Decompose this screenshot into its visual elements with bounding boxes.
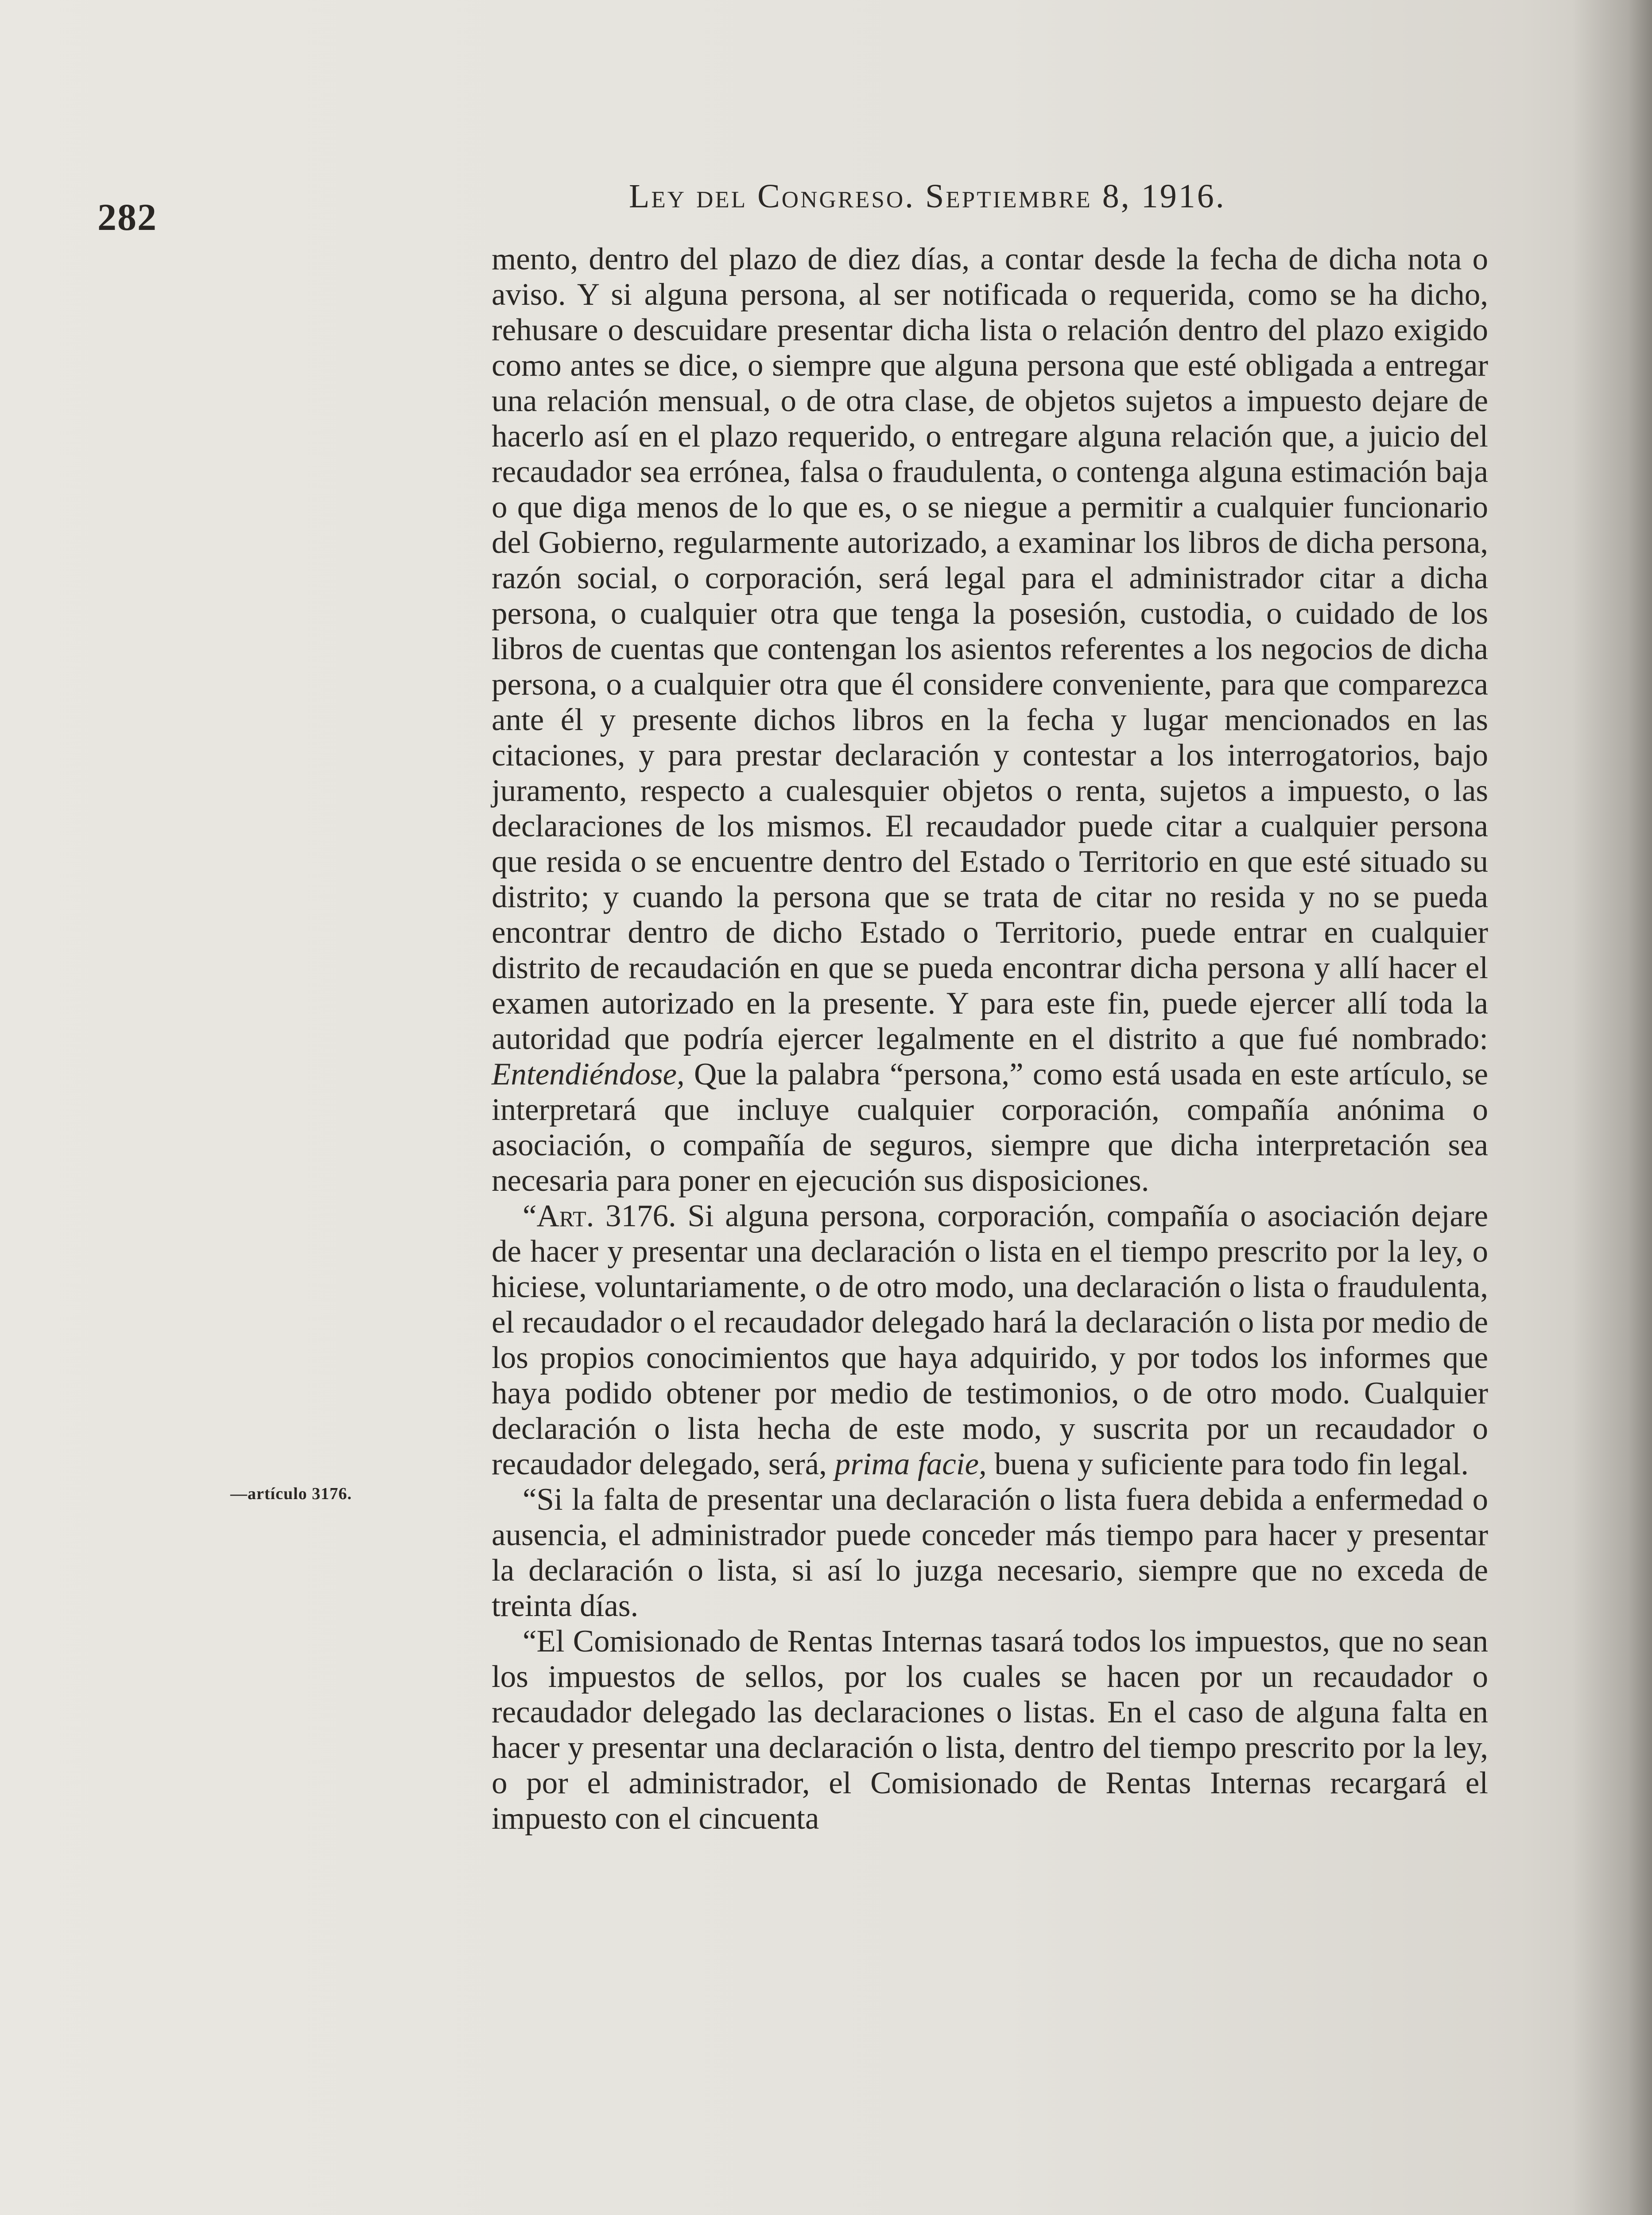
paragraph-1-tail: Que la palabra “persona,” como está usada en este artículo, se interpretará que incluye cualquier corporación, compañía anónima o asociación, o compañía de seguros, siempre que dicha interpretación sea necesaria para poner en ejecución sus disposiciones. bbox=[492, 1057, 1488, 1198]
paragraph-2 bbox=[492, 1198, 1488, 1482]
paragraph-2-text: 3176. Si alguna persona, corporación, compañía o asociación dejare de hacer y presentar una declaración o lista en el tiempo prescrito por la ley, o hiciese, voluntariamente, o de otro modo, una declaración o lista o fraudulenta, el recaudador o el recaudador delegado hará la declaración o lista por medio de los propios conocimientos que haya adquirido, y por todos los informes que haya podido obtener por medio de testimonios, o de otro modo. Cualquier declaración o lista hecha de este modo, y suscrita por un recaudador o recaudador delegado, será, bbox=[492, 1199, 1488, 1481]
body-text bbox=[492, 241, 1488, 1836]
page-edge-shadow bbox=[1572, 0, 1652, 2215]
paragraph-1-italic: Entendiéndose, bbox=[492, 1057, 685, 1092]
paragraph-4: “El Comisionado de Rentas Internas tasará todos los impuestos, que no sean los impuestos de sellos, por los cuales se hacen por un recaudador o recaudador delegado las declaraciones o listas. En el caso de alguna falta en hacer y presentar una declaración o lista, dentro del tiempo prescrito por la ley, o por el administrador, el Comisionado de Rentas Internas recargará el impuesto con el cincuenta bbox=[492, 1624, 1488, 1836]
page-number: 282 bbox=[97, 196, 157, 238]
paragraph-2-italic: prima facie, bbox=[834, 1447, 987, 1481]
paragraph-1-text: mento, dentro del plazo de diez días, a contar desde la fecha de dicha nota o aviso. Y si alguna persona, al ser notificada o requerida, como se ha dicho, rehusare o descuidare presentar dicha lista o relación dentro del plazo exigido como antes se dice, o siempre que alguna persona que esté obligada a entregar una relación mensual, o de otra clase, de objetos sujetos a impuesto dejare de hacerlo así en el plazo requerido, o entregare alguna relación que, a juicio del recaudador sea errónea, falsa o fraudulenta, o contenga alguna estimación baja o que diga menos de lo que es, o se niegue a permitir a cualquier funcionario del Gobierno, regularmente autorizado, a examinar los libros de dicha persona, razón social, o corporación, será legal para el administrador citar a dicha persona, o cualquier otra que tenga la posesión, custodia, o cuidado de los libros de cuentas que contengan los asientos referentes a los negocios de dicha persona, o a cualquier otra que él considere conveniente, para que comparezca ante él y presente dichos libros en la fecha y lugar mencionados en las citaciones, y para prestar declaración y contestar a los interrogatorios, bajo juramento, respecto a cualesquier objetos o renta, sujetos a impuesto, o las declaraciones de los mismos. El recaudador puede citar a cualquier persona que resida o se encuentre dentro del Estado o Territorio en que esté situado su distrito; y cuando la persona que se trata de citar no resida y no se pueda encontrar dentro de dicho Estado o Territorio, puede entrar en cualquier distrito de recaudación en que se pueda encontrar dicha persona y allí hacer el examen autorizado en la presente. Y para este fin, puede ejercer allí toda la autoridad que podría ejercer legalmente en el distrito a que fué nombrado: bbox=[492, 242, 1488, 1056]
paragraph-3: “Si la falta de presentar una declaración o lista fuera debida a enfermedad o ausencia, el administrador puede conceder más tiempo para hacer y presentar la declaración o lista, si así lo juzga necesario, siempre que no exceda de treinta días. bbox=[492, 1482, 1488, 1623]
margin-note: —artículo 3176. bbox=[230, 1484, 352, 1503]
article-lead: “Art. bbox=[523, 1199, 594, 1233]
paragraph-1 bbox=[492, 241, 1488, 1198]
paragraph-2-tail: buena y suficiente para todo fin legal. bbox=[994, 1447, 1469, 1481]
running-header: Ley del Congreso. Septiembre 8, 1916. bbox=[629, 178, 1226, 215]
